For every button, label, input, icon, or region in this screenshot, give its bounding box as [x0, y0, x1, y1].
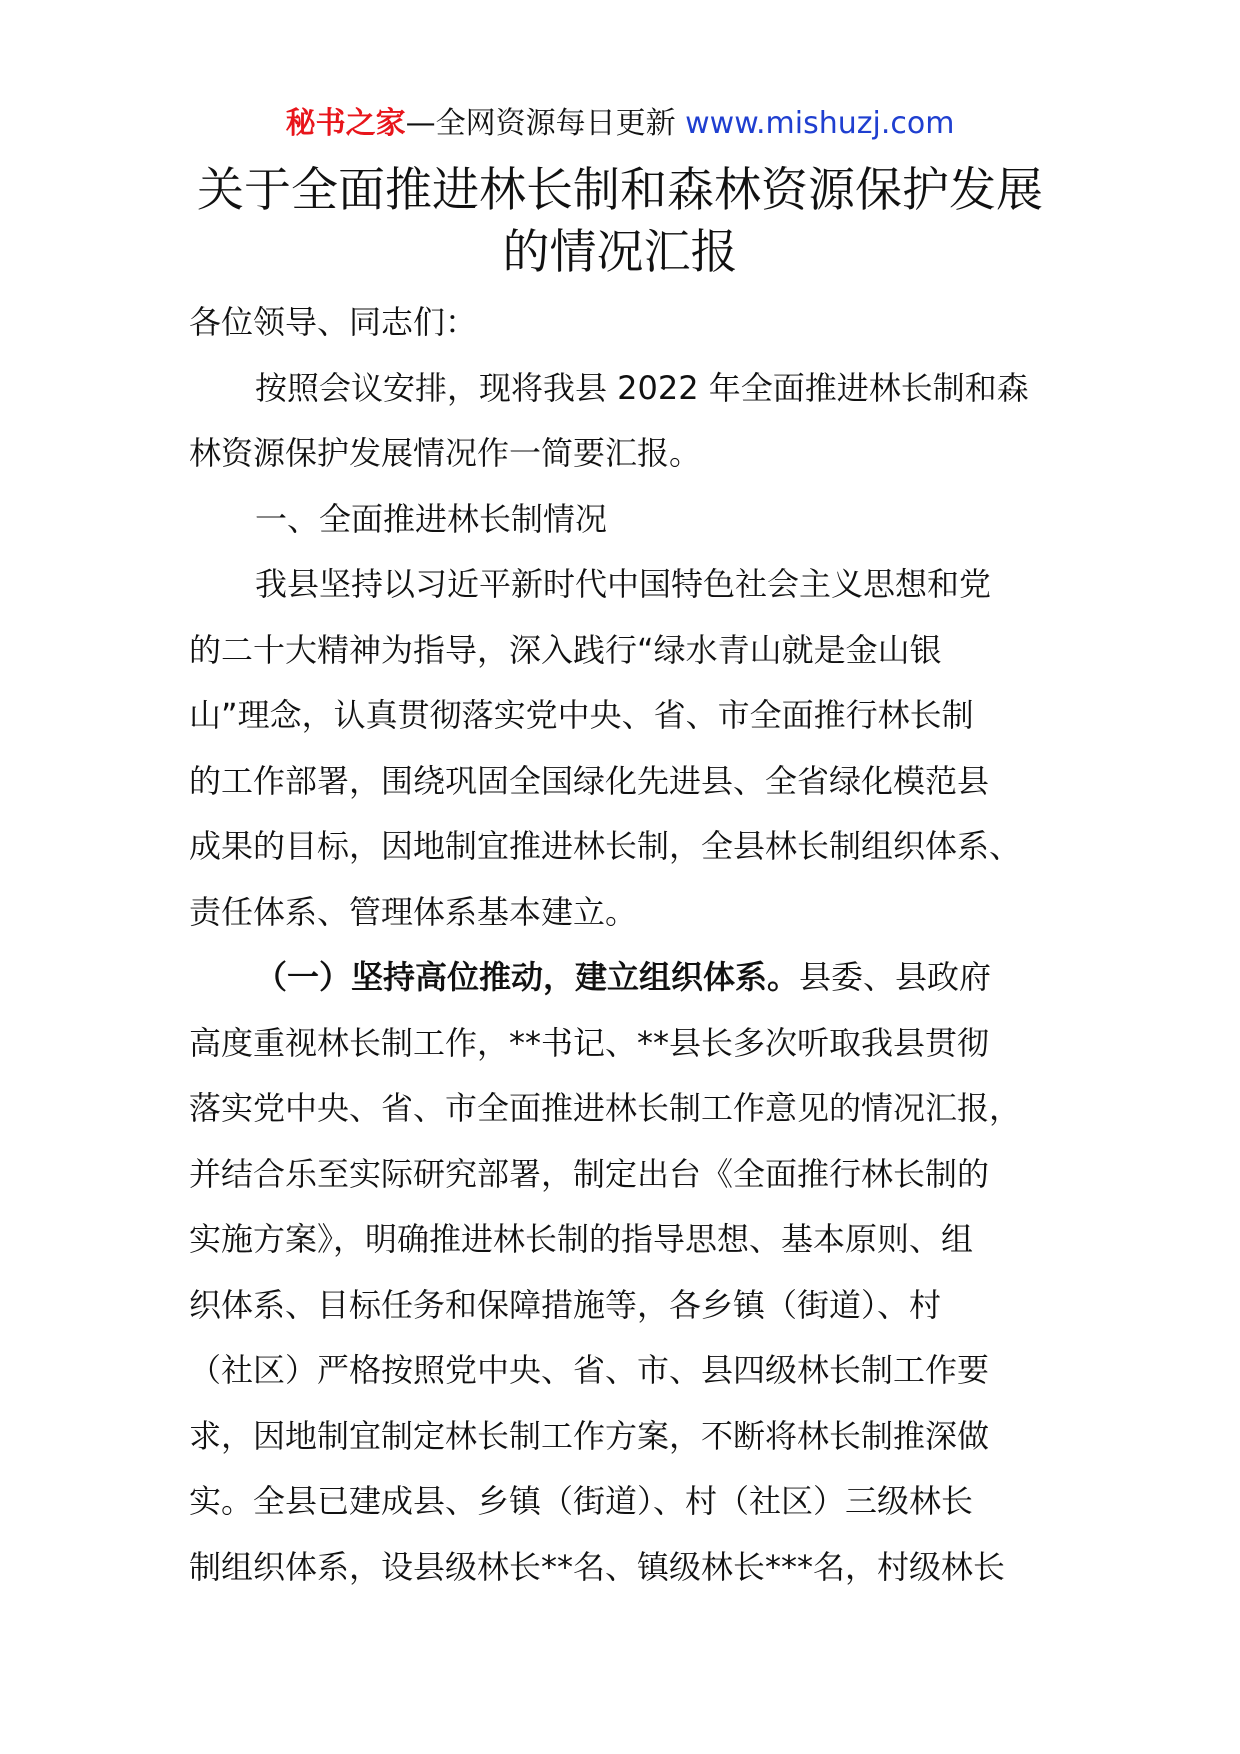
- paragraph-line: （社区）严格按照党中央、省、市、县四级林长制工作要: [189, 1351, 990, 1389]
- title-line-2: 的情况汇报: [502, 225, 738, 280]
- paragraph-line: 并结合乐至实际研究部署，制定出台《全面推行林长制的: [189, 1154, 990, 1193]
- subsection-heading: （一）坚持高位推动，建立组织体系。: [255, 958, 800, 996]
- paragraph-line: 高度重视林长制工作，**书记、**县长多次听取我县贯彻: [189, 1023, 990, 1062]
- paragraph-line: 实施方案》，明确推进林长制的指导思想、基本原则、组: [189, 1220, 974, 1258]
- document-title: [0, 160, 1240, 284]
- paragraph-line: 制组织体系，设县级林长**名、镇级林长***名，村级林长: [189, 1547, 1006, 1586]
- subsection-text: 县委、县政府: [799, 958, 992, 996]
- title-line-1: 关于全面推进林长制和森林资源保护发展: [197, 163, 1043, 218]
- paragraph-line: 的二十大精神为指导，深入践行“绿水青山就是金山银: [189, 630, 942, 669]
- paragraph-line: 的工作部署，围绕巩固全国绿化先进县、全省绿化模范县: [189, 761, 990, 800]
- paragraph-line: 实。全县已建成县、乡镇（街道）、村（社区）三级林长: [189, 1482, 974, 1520]
- paragraph-line: 织体系、目标任务和保障措施等，各乡镇（街道）、村: [189, 1285, 942, 1324]
- paragraph-line: 山”理念，认真贯彻落实党中央、省、市全面推行林长制: [189, 696, 974, 734]
- site-url-link[interactable]: www.mishuzj.com: [685, 106, 955, 141]
- intro-line: 按照会议安排，现将我县 2022 年全面推进林长制和森: [255, 368, 1029, 407]
- salutation: 各位领导、同志们：: [189, 303, 478, 341]
- subsection-first-line: [189, 945, 1069, 1011]
- paragraph-line: 落实党中央、省、市全面推进林长制工作意见的情况汇报，: [189, 1089, 1022, 1127]
- document-body: [189, 290, 1069, 1600]
- header-tagline: —全网资源每日更新: [405, 106, 686, 141]
- paragraph-line: 求，因地制宜制定林长制工作方案，不断将林长制推深做: [189, 1416, 990, 1455]
- paragraph-line: 责任体系、管理体系基本建立。: [189, 892, 638, 931]
- intro-line: 林资源保护发展情况作一简要汇报。: [189, 434, 702, 472]
- brand-name: 秘书之家: [285, 106, 406, 141]
- paragraph-line: 成果的目标，因地制宜推进林长制，全县林长制组织体系、: [189, 827, 1022, 865]
- paragraph-line: 我县坚持以习近平新时代中国特色社会主义思想和党: [255, 565, 992, 603]
- section-heading: 一、全面推进林长制情况: [255, 499, 608, 538]
- watermark-header: [0, 104, 1240, 144]
